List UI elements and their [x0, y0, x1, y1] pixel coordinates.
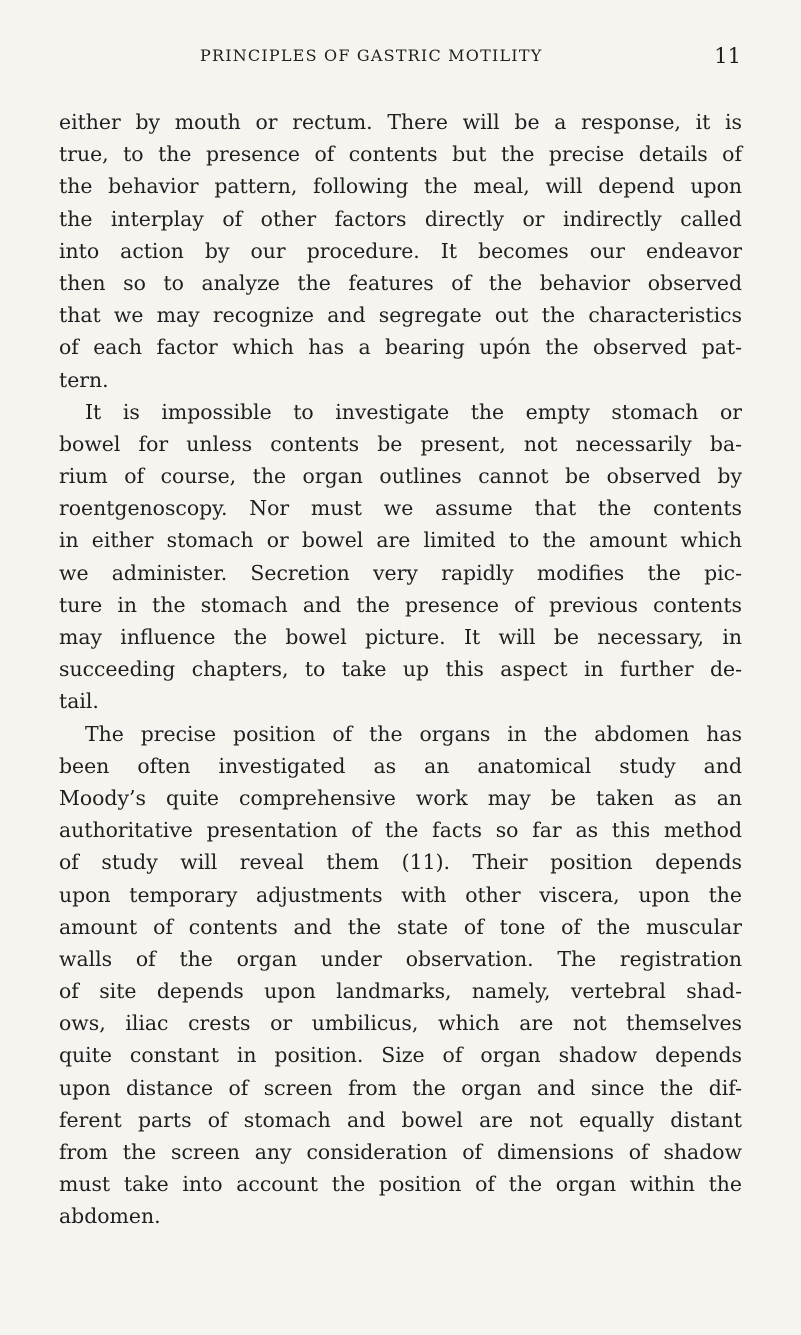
text-line: succeeding chapters, to take up this aspect in further de-: [59, 657, 742, 682]
text-line: may influence the bowel picture. It will be necessary, in: [59, 625, 742, 649]
text-line: that we may recognize and segregate out the characteristics: [59, 303, 742, 328]
body-text: [59, 106, 742, 1233]
text-line: walls of the organ under observation. The registration: [59, 946, 742, 971]
text-line: of each factor which has a bearing upón the observed pat-: [59, 335, 742, 360]
text-line: Moody’s quite comprehensive work may be taken as an: [59, 785, 742, 810]
text-line: then so to analyze the features of the behavior observed: [59, 270, 742, 295]
text-line: true, to the presence of contents but the precise details of: [59, 142, 742, 167]
running-head: [200, 46, 741, 76]
text-line: quite constant in position. Size of organ shadow depends: [59, 1043, 742, 1068]
running-head-title: PRINCIPLES OF GASTRIC MOTILITY: [200, 46, 543, 65]
text-line: either by mouth or rectum. There will be a response, it is: [59, 110, 742, 134]
text-line: of study will reveal them (11). Their position depends: [59, 850, 742, 875]
text-line: the interplay of other factors directly or indirectly called: [59, 206, 742, 231]
text-line: ferent parts of stomach and bowel are not equally distant: [59, 1107, 742, 1132]
text-line: upon temporary adjustments with other viscera, upon the: [59, 882, 742, 907]
text-line: The precise position of the organs in the abdomen has: [85, 721, 742, 746]
text-line: It is impossible to investigate the empty stomach or: [85, 399, 742, 424]
text-line: rium of course, the organ outlines cannot be observed by: [59, 464, 742, 489]
text-line: upon distance of screen from the organ and since the dif-: [59, 1075, 742, 1100]
text-line: of site depends upon landmarks, namely, vertebral shad-: [59, 979, 742, 1004]
text-line: amount of contents and the state of tone of the muscular: [59, 914, 742, 939]
text-line: into action by our procedure. It becomes our endeavor: [59, 238, 742, 263]
text-line: ows, iliac crests or umbilicus, which are not themselves: [59, 1011, 742, 1036]
text-line: ture in the stomach and the presence of previous contents: [59, 592, 742, 617]
page-number: 11: [714, 44, 741, 68]
text-line: abdomen.: [59, 1204, 161, 1229]
text-line: the behavior pattern, following the meal, will depend upon: [59, 174, 742, 199]
text-line: tern.: [59, 367, 109, 392]
text-line: we administer. Secretion very rapidly modifies the pic-: [59, 560, 742, 585]
text-line: must take into account the position of the organ within the: [59, 1172, 742, 1197]
text-line: from the screen any consideration of dimensions of shadow: [59, 1140, 742, 1164]
text-line: roentgenoscopy. Nor must we assume that the contents: [59, 496, 742, 521]
text-line: tail.: [59, 689, 99, 714]
text-line: authoritative presentation of the facts so far as this method: [59, 818, 742, 843]
text-line: in either stomach or bowel are limited to the amount which: [59, 528, 742, 553]
text-line: been often investigated as an anatomical study and: [59, 753, 742, 778]
text-line: bowel for unless contents be present, not necessarily ba-: [59, 431, 742, 456]
